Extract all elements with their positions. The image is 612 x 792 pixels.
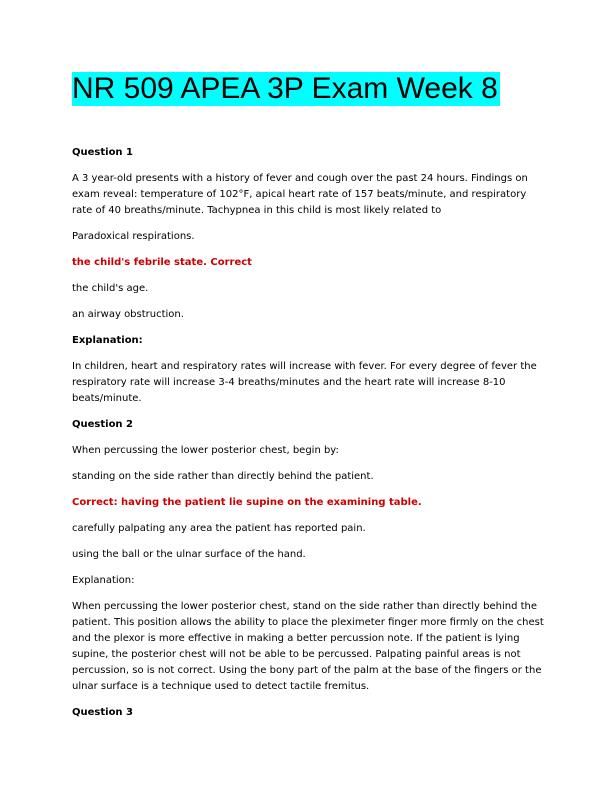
question-1-option-a: Paradoxical respirations.	[72, 231, 195, 242]
question-2-stem: When percussing the lower posterior chest, begin by:	[72, 445, 339, 456]
question-3-heading: Question 3	[72, 707, 133, 718]
question-2-option-a: standing on the side rather than directly behind the patient.	[72, 471, 374, 482]
question-2-option-correct: Correct: having the patient lie supine on the examining table.	[72, 497, 422, 508]
question-2-explanation: When percussing the lower posterior chest, stand on the side rather than directly behind the patient. This position allows the ability to place the pleximeter finger more firmly on the chest and the plexor is more effective in making a better percussion note. If the patient is lying supine, the posterior chest will not be able to be percussed. Palpating painful areas is not percussion, so is not correct. Using the bony part of the palm at the base of the fingers or the ulnar surface is a technique used to detect tactile fremitus.	[72, 601, 544, 692]
question-1-option-c: the child's age.	[72, 283, 149, 294]
question-1-stem: A 3 year-old presents with a history of fever and cough over the past 24 hours. Findings on exam reveal: temperature of 102°F, apical heart rate of 157 beats/minute, and respiratory rate of 40 breaths/minute. Tachypnea in this child is most likely related to	[72, 173, 528, 216]
question-2-heading: Question 2	[72, 419, 133, 430]
question-1-option-d: an airway obstruction.	[72, 309, 184, 320]
question-2-explanation-label: Explanation:	[72, 575, 135, 586]
question-1-heading: Question 1	[72, 147, 133, 158]
question-2-option-c: carefully palpating any area the patient has reported pain.	[72, 523, 366, 534]
question-1-option-correct: the child's febrile state. Correct	[72, 257, 252, 268]
question-1-explanation-label: Explanation:	[72, 335, 143, 346]
question-1-explanation: In children, heart and respiratory rates will increase with fever. For every degree of fever the respiratory rate will increase 3-4 breaths/minutes and the heart rate will increase 8-10 beats/minute.	[72, 361, 537, 404]
question-2-option-d: using the ball or the ulnar surface of the hand.	[72, 549, 306, 560]
page-title: NR 509 APEA 3P Exam Week 8	[72, 72, 498, 105]
document-body	[72, 145, 544, 731]
